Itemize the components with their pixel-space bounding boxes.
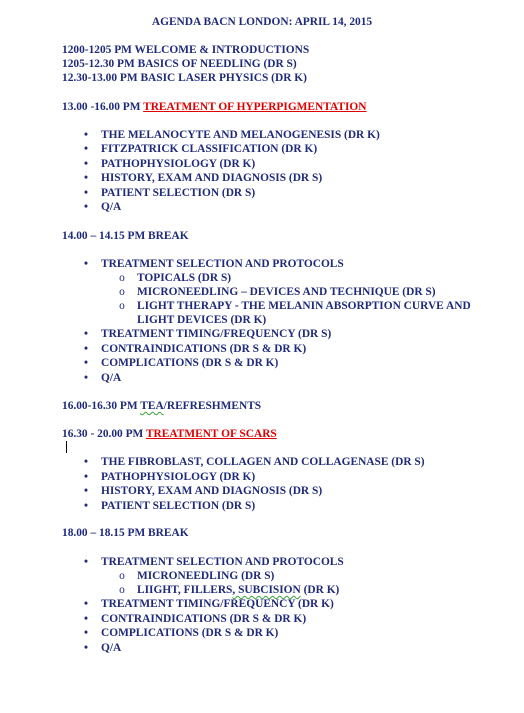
bullet-icon: • (84, 500, 88, 512)
bullet-icon: • (84, 598, 88, 610)
sub-bullet-icon: o (119, 584, 125, 596)
list-item: PATIENT SELECTION (DR S) (101, 500, 256, 512)
list-item: Q/A (101, 372, 122, 384)
session-hyperpigmentation-heading (62, 100, 367, 114)
bullet-icon: • (84, 343, 88, 355)
sub-list-item (137, 583, 339, 597)
sub-list-item: LIGHT THERAPY - THE MELANIN ABSORPTION CURVE AND (137, 300, 471, 312)
sub-list-item: MICRONEEDLING – DEVICES AND TECHNIQUE (DR S) (137, 286, 436, 298)
tea-time: 16.00-16.30 PM (62, 400, 141, 412)
list-item: THE MELANOCYTE AND MELANOGENESIS (DR K) (101, 129, 380, 141)
bullet-icon: • (84, 627, 88, 639)
list-item: CONTRAINDICATIONS (DR S & DR K) (101, 613, 307, 625)
list-item: Q/A (101, 642, 122, 654)
sub-list-item: TOPICALS (DR S) (137, 272, 232, 284)
intro-line-laser: 12.30-13.00 PM BASIC LASER PHYSICS (DR K) (62, 72, 307, 84)
bullet-icon: • (84, 129, 88, 141)
sub-bullet-icon: o (119, 272, 125, 284)
sub-list-item-continuation: LIGHT DEVICES (DR K) (137, 314, 267, 326)
list-item: TREATMENT TIMING/FREQUENCY (DR K) (101, 598, 334, 610)
list-item: CONTRAINDICATIONS (DR S & DR K) (101, 343, 307, 355)
bullet-icon: • (84, 471, 88, 483)
list-item: PATHOPHYSIOLOGY (DR K) (101, 158, 256, 170)
tea-word: TEA (140, 400, 164, 412)
list-item: TREATMENT SELECTION AND PROTOCOLS (101, 258, 344, 270)
bullet-icon: • (84, 357, 88, 369)
bullet-icon: • (84, 485, 88, 497)
bullet-icon: • (84, 556, 88, 568)
tea-break-line (62, 399, 261, 413)
session-time: 16.30 - 20.00 PM (62, 428, 146, 440)
bullet-icon: • (84, 158, 88, 170)
sub-bullet-icon: o (119, 300, 125, 312)
break-line: 14.00 – 14.15 PM BREAK (62, 230, 189, 242)
list-item: PATIENT SELECTION (DR S) (101, 187, 256, 199)
tea-rest: /REFRESHMENTS (163, 400, 262, 412)
bullet-icon: • (84, 613, 88, 625)
bullet-icon: • (84, 143, 88, 155)
bullet-icon: • (84, 187, 88, 199)
session-scars-heading (62, 427, 277, 441)
sub-list-item-part: LIIGHT, FILLERS (137, 584, 233, 596)
intro-line-needling: 1205-12.30 PM BASICS OF NEEDLING (DR S) (62, 58, 297, 70)
list-item: THE FIBROBLAST, COLLAGEN AND COLLAGENASE (DR S) (101, 456, 425, 468)
session-time: 13.00 -16.00 PM (62, 101, 144, 113)
break-line: 18.00 – 18.15 PM BREAK (62, 527, 189, 539)
bullet-icon: • (84, 372, 88, 384)
sub-list-item-part: , SUBCISION (232, 584, 301, 596)
sub-bullet-icon: o (119, 570, 125, 582)
bullet-icon: • (84, 642, 88, 654)
agenda-title: AGENDA BACN LONDON: APRIL 14, 2015 (151, 16, 373, 28)
list-item: COMPLICATIONS (DR S & DR K) (101, 627, 279, 639)
list-item: PATHOPHYSIOLOGY (DR K) (101, 471, 256, 483)
list-item: TREATMENT SELECTION AND PROTOCOLS (101, 556, 344, 568)
list-item: FITZPATRICK CLASSIFICATION (DR K) (101, 143, 318, 155)
list-item: HISTORY, EXAM AND DIAGNOSIS (DR S) (101, 485, 323, 497)
bullet-icon: • (84, 328, 88, 340)
text-cursor (66, 441, 67, 453)
bullet-icon: • (84, 172, 88, 184)
sub-list-item: MICRONEEDLING (DR S) (137, 570, 275, 582)
list-item: HISTORY, EXAM AND DIAGNOSIS (DR S) (101, 172, 323, 184)
session-topic: TREATMENT OF SCARS (145, 428, 277, 440)
bullet-icon: • (84, 456, 88, 468)
intro-line-welcome: 1200-1205 PM WELCOME & INTRODUCTIONS (62, 44, 310, 56)
bullet-icon: • (84, 201, 88, 213)
bullet-icon: • (84, 258, 88, 270)
session-topic: TREATMENT OF HYPERPIGMENTATION (143, 101, 367, 113)
list-item: TREATMENT TIMING/FREQUENCY (DR S) (101, 328, 332, 340)
list-item: COMPLICATIONS (DR S & DR K) (101, 357, 279, 369)
list-item: Q/A (101, 201, 122, 213)
sub-list-item-part: (DR K) (300, 584, 340, 596)
sub-bullet-icon: o (119, 286, 125, 298)
